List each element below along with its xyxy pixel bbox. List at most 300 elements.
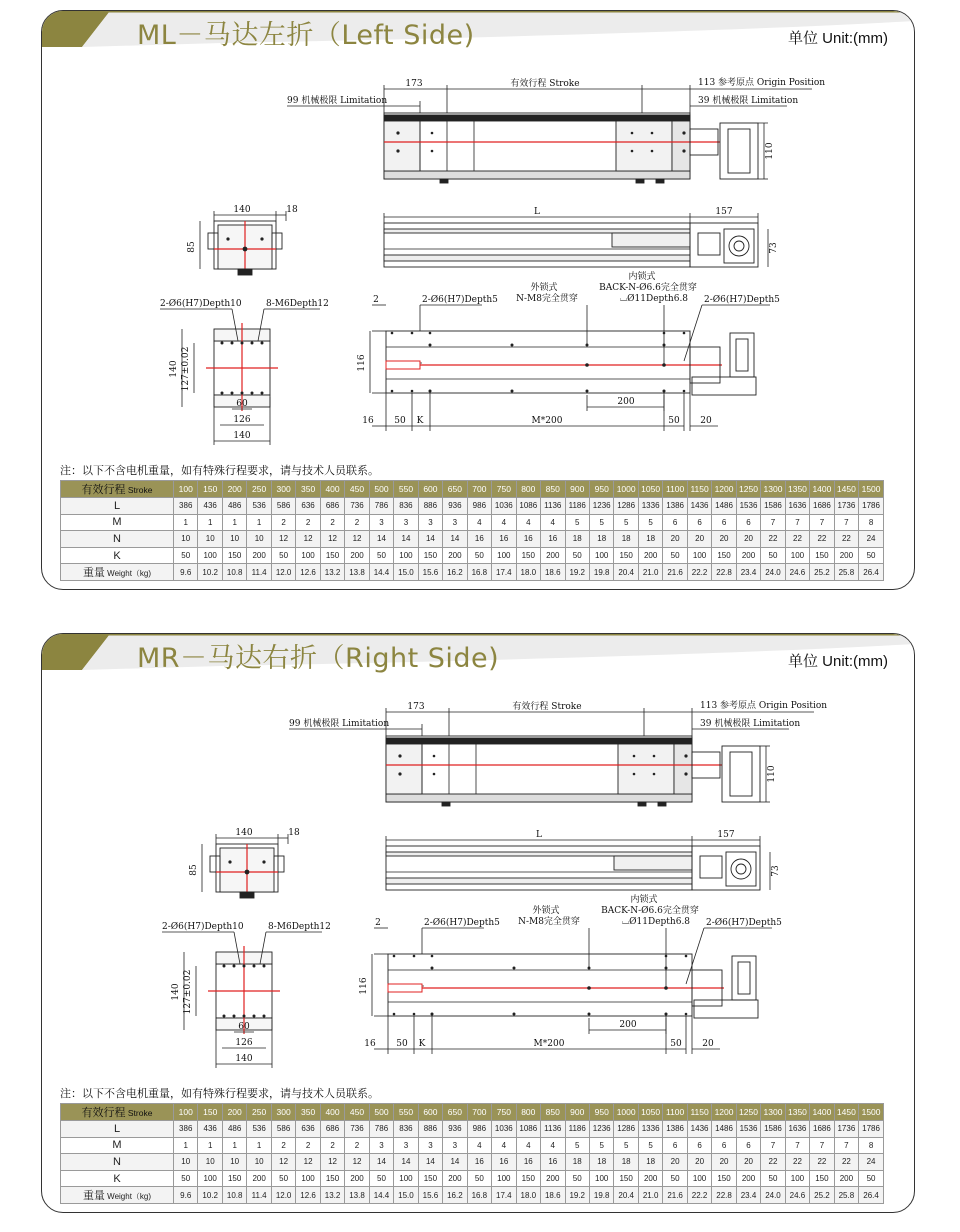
dimension-label: K [416, 416, 424, 426]
outline [388, 984, 422, 992]
table-cell: 2 [345, 1137, 369, 1154]
outline [738, 962, 750, 994]
dimension-label: 157 [717, 830, 735, 840]
table-cell: 1436 [687, 498, 711, 515]
table-cell: 5 [589, 1137, 613, 1154]
table-cell: 10.8 [222, 1187, 246, 1204]
stroke-cell: 1150 [687, 481, 711, 498]
table-cell: 6 [663, 514, 687, 531]
hole-mark [393, 955, 396, 958]
dimension-label: BACK-N-Ø6.6完全贯穿 [601, 906, 699, 916]
table-cell: 4 [516, 514, 540, 531]
hole-mark [651, 132, 654, 135]
stroke-cell: 550 [394, 481, 418, 498]
table-row [61, 547, 884, 564]
table-cell: 18.6 [541, 1187, 565, 1204]
panel-title: MR－马达右折（Right Side) [137, 643, 500, 674]
motor-flange [731, 859, 751, 879]
hole-mark [683, 332, 686, 335]
spec-table [60, 1103, 884, 1204]
dimension-label: 39 机械极限 Limitation [700, 719, 801, 729]
table-cell: 10 [247, 1154, 271, 1171]
table-cell: 1236 [589, 498, 613, 515]
table-cell: 14 [394, 1154, 418, 1171]
stroke-cell: 850 [541, 1104, 565, 1121]
table-cell: 50 [369, 547, 393, 564]
stroke-cell: 1450 [834, 1104, 858, 1121]
table-cell: 5 [589, 514, 613, 531]
hole-mark [411, 332, 414, 335]
end-view [187, 205, 298, 275]
outline [722, 746, 760, 802]
table-cell: 150 [516, 1170, 540, 1187]
table-cell: 536 [247, 498, 271, 515]
outline [726, 852, 756, 886]
table-cell: 1786 [859, 498, 884, 515]
table-cell: 23.4 [736, 1187, 760, 1204]
stroke-cell: 1450 [834, 481, 858, 498]
table-cell: 9.6 [174, 564, 198, 581]
table-cell: 14 [369, 1154, 393, 1171]
dimension-label: 73 [771, 865, 781, 877]
table-cell: 50 [859, 547, 884, 564]
table-cell: 436 [198, 1121, 222, 1138]
stroke-cell: 1300 [761, 1104, 785, 1121]
table-cell: 50 [565, 1170, 589, 1187]
table-cell: 836 [394, 1121, 418, 1138]
stroke-cell: 200 [222, 1104, 246, 1121]
table-cell: 486 [222, 1121, 246, 1138]
table-cell: 50 [761, 547, 785, 564]
table-cell: 10 [222, 1154, 246, 1171]
row-label: N [61, 1154, 174, 1171]
table-cell: 786 [369, 498, 393, 515]
stroke-cell: 1350 [785, 481, 809, 498]
dimension-label: 内锁式 [630, 895, 658, 905]
table-cell: 100 [394, 547, 418, 564]
hole-mark [429, 344, 432, 347]
table-cell: 50 [174, 1170, 198, 1187]
table-row [61, 1121, 884, 1138]
table-cell: 1 [247, 514, 271, 531]
motor-flange [729, 236, 749, 256]
stroke-cell: 1300 [761, 481, 785, 498]
stroke-cell: 650 [443, 481, 467, 498]
table-header-row [61, 481, 884, 498]
table-cell: 50 [271, 1170, 295, 1187]
table-cell: 586 [271, 498, 295, 515]
table-cell: 200 [736, 1170, 760, 1187]
outline [728, 129, 750, 173]
outline [724, 229, 754, 263]
table-cell: 1 [174, 514, 198, 531]
hole-mark [651, 150, 654, 153]
table-cell: 3 [443, 1137, 467, 1154]
dimension-label: 85 [187, 241, 197, 253]
table-cell: 1086 [516, 1121, 540, 1138]
dimension-label: 140 [233, 431, 251, 441]
table-cell: 18 [589, 1154, 613, 1171]
top-view [287, 76, 825, 183]
table-cell: 5 [614, 514, 638, 531]
table-cell: 22 [761, 1154, 785, 1171]
table-cell: 21.0 [638, 564, 662, 581]
table-cell: 17.4 [492, 564, 516, 581]
stroke-cell: 600 [418, 1104, 442, 1121]
hole-mark [223, 1015, 226, 1018]
table-cell: 886 [418, 498, 442, 515]
stroke-cell: 750 [492, 481, 516, 498]
stroke-cell: 350 [296, 481, 320, 498]
table-cell: 16 [467, 531, 491, 548]
outline [240, 892, 254, 898]
table-row [61, 1137, 884, 1154]
stroke-cell: 800 [516, 1104, 540, 1121]
outline [442, 802, 450, 806]
stroke-cell: 1150 [687, 1104, 711, 1121]
stroke-cell: 950 [589, 1104, 613, 1121]
outline [384, 121, 420, 171]
hole-mark [431, 967, 434, 970]
table-cell: 150 [418, 547, 442, 564]
hole-mark [685, 1013, 688, 1016]
table-cell: 100 [687, 547, 711, 564]
table-cell: 22 [810, 1154, 834, 1171]
row-label: N [61, 531, 174, 548]
table-cell: 10.2 [198, 564, 222, 581]
table-cell: 50 [467, 547, 491, 564]
table-header-row [61, 1104, 884, 1121]
hole-mark [513, 967, 516, 970]
outline [736, 339, 748, 371]
table-cell: 3 [394, 514, 418, 531]
outline [730, 333, 754, 377]
table-cell: 3 [418, 514, 442, 531]
table-cell: 1186 [565, 498, 589, 515]
table-cell: 1036 [492, 498, 516, 515]
table-cell: 1 [198, 514, 222, 531]
stroke-cell: 700 [467, 481, 491, 498]
table-cell: 150 [222, 1170, 246, 1187]
dimension-label: 20 [700, 416, 712, 426]
outline [274, 856, 284, 872]
hole-mark [653, 755, 656, 758]
unit-label: 单位 Unit:(mm) [788, 653, 888, 670]
table-cell: 8 [859, 1137, 884, 1154]
stroke-cell: 950 [589, 481, 613, 498]
dimension-label: 39 机械极限 Limitation [698, 96, 799, 106]
stroke-cell: 400 [320, 481, 344, 498]
table-cell: 6 [712, 1137, 736, 1154]
table-cell: 20.4 [614, 1187, 638, 1204]
outline [694, 1000, 758, 1018]
dimension-label: N-M8完全贯穿 [516, 294, 578, 304]
hole-mark [245, 870, 250, 875]
table-cell: 100 [785, 1170, 809, 1187]
table-cell: 100 [296, 1170, 320, 1187]
dimension-label: 113 参考原点 Origin Position [700, 701, 828, 711]
table-cell: 1086 [516, 498, 540, 515]
hole-mark [413, 1013, 416, 1016]
table-cell: 2 [320, 1137, 344, 1154]
table-cell: 200 [834, 547, 858, 564]
table-cell: 1486 [712, 1121, 736, 1138]
table-cell: 10 [247, 531, 271, 548]
outline [384, 115, 690, 121]
dimension-label: 2-Ø6(H7)Depth5 [424, 918, 500, 928]
table-cell: 536 [247, 1121, 271, 1138]
table-cell: 5 [614, 1137, 638, 1154]
stroke-cell: 650 [443, 1104, 467, 1121]
hole-mark [262, 860, 265, 863]
stroke-cell: 1050 [638, 481, 662, 498]
table-cell: 18 [614, 531, 638, 548]
table-cell: 12.6 [296, 564, 320, 581]
stroke-cell: 1400 [810, 1104, 834, 1121]
stroke-cell: 600 [418, 481, 442, 498]
hole-mark [398, 772, 401, 775]
stroke-cell: 1000 [614, 1104, 638, 1121]
hole-mark [261, 342, 264, 345]
table-cell: 22 [785, 1154, 809, 1171]
table-cell: 12 [320, 531, 344, 548]
stroke-cell: 100 [174, 481, 198, 498]
table-cell: 24.0 [761, 564, 785, 581]
table-cell: 3 [369, 514, 393, 531]
dimension-label: L [536, 830, 542, 840]
table-cell: 200 [736, 547, 760, 564]
hole-mark [396, 149, 399, 152]
outline [616, 121, 672, 171]
table-cell: 100 [198, 1170, 222, 1187]
hole-mark [631, 132, 634, 135]
stroke-cell: 700 [467, 1104, 491, 1121]
table-cell: 2 [296, 1137, 320, 1154]
table-cell: 150 [810, 547, 834, 564]
outline [384, 171, 690, 179]
table-cell: 200 [247, 1170, 271, 1187]
table-cell: 20 [736, 1154, 760, 1171]
table-cell: 436 [198, 498, 222, 515]
table-row [61, 564, 884, 581]
table-cell: 150 [810, 1170, 834, 1187]
line [686, 928, 704, 984]
hole-mark [587, 986, 591, 990]
dimension-label: 50 [668, 416, 680, 426]
side-view [384, 207, 779, 267]
table-cell: 13.8 [345, 564, 369, 581]
table-cell: 1686 [810, 1121, 834, 1138]
table-cell: 200 [345, 1170, 369, 1187]
stroke-cell: 450 [345, 1104, 369, 1121]
hole-mark [586, 390, 589, 393]
table-cell: 20 [712, 531, 736, 548]
spec-panel-left [41, 10, 915, 590]
hole-mark [511, 344, 514, 347]
table-row [61, 531, 884, 548]
table-cell: 386 [174, 1121, 198, 1138]
dimension-label: 18 [286, 205, 298, 215]
dimension-label: ⌴Ø11Depth6.8 [619, 294, 689, 304]
hole-mark [263, 1015, 266, 1018]
table-cell: 4 [541, 514, 565, 531]
table-cell: 15.6 [418, 1187, 442, 1204]
table-cell: 10 [174, 1154, 198, 1171]
table-cell: 486 [222, 498, 246, 515]
stroke-cell: 300 [271, 481, 295, 498]
stroke-cell: 500 [369, 481, 393, 498]
stroke-cell: 1050 [638, 1104, 662, 1121]
table-cell: 7 [785, 514, 809, 531]
dimension-label: L [534, 207, 540, 217]
table-cell: 150 [418, 1170, 442, 1187]
hole-mark [231, 392, 234, 395]
table-cell: 1 [174, 1137, 198, 1154]
table-cell: 1586 [761, 498, 785, 515]
outline [618, 744, 674, 794]
table-cell: 20 [687, 531, 711, 548]
table-cell: 7 [834, 1137, 858, 1154]
dimension-label: 20 [702, 1039, 714, 1049]
table-cell: 15.0 [394, 564, 418, 581]
table-cell: 12 [345, 531, 369, 548]
table-cell: 100 [394, 1170, 418, 1187]
hole-mark [431, 955, 434, 958]
table-cell: 18.6 [541, 564, 565, 581]
dimension-label: 有效行程 Stroke [512, 702, 582, 712]
table-cell: 150 [712, 1170, 736, 1187]
table-cell: 16.2 [443, 1187, 467, 1204]
dimension-label: 99 机械极限 Limitation [287, 96, 388, 106]
dimension-label: 内锁式 [628, 272, 656, 282]
table-cell: 18 [565, 531, 589, 548]
hole-mark [391, 332, 394, 335]
table-cell: 20 [712, 1154, 736, 1171]
table-cell: 50 [174, 547, 198, 564]
table-cell: 19.2 [565, 564, 589, 581]
hole-mark [431, 150, 434, 153]
table-cell: 22.8 [712, 564, 736, 581]
outline [614, 856, 692, 870]
table-cell: 150 [712, 547, 736, 564]
table-cell: 150 [516, 547, 540, 564]
stroke-cell: 1350 [785, 1104, 809, 1121]
hole-mark [588, 1013, 591, 1016]
table-cell: 10.2 [198, 1187, 222, 1204]
outline [672, 121, 690, 171]
table-cell: 12 [271, 531, 295, 548]
table-row [61, 498, 884, 515]
table-cell: 15.0 [394, 1187, 418, 1204]
table-cell: 100 [296, 547, 320, 564]
hole-mark [433, 755, 436, 758]
hole-mark [391, 390, 394, 393]
table-cell: 18.0 [516, 564, 540, 581]
bottom-view [357, 270, 780, 431]
stroke-header: 有效行程 Stroke [61, 1104, 174, 1121]
outline [730, 752, 752, 796]
table-cell: 25.2 [810, 564, 834, 581]
table-cell: 50 [271, 547, 295, 564]
table-cell: 16 [467, 1154, 491, 1171]
table-cell: 14 [443, 1154, 467, 1171]
table-cell: 20 [736, 531, 760, 548]
table-cell: 1786 [859, 1121, 884, 1138]
table-cell: 22 [834, 1154, 858, 1171]
outline [720, 123, 758, 179]
table-note: 注：以下不含电机重量，如有特殊行程要求，请与技术人员联系。 [60, 1088, 379, 1100]
table-cell: 14.4 [369, 564, 393, 581]
table-cell: 986 [467, 1121, 491, 1138]
table-cell: 150 [320, 1170, 344, 1187]
bottom-view [359, 893, 782, 1054]
dimension-label: 99 机械极限 Limitation [289, 719, 390, 729]
dimension-label: 116 [357, 354, 367, 372]
dimension-label: 173 [407, 702, 425, 712]
table-cell: 22.8 [712, 1187, 736, 1204]
table-cell: 19.8 [589, 1187, 613, 1204]
table-cell: 200 [443, 1170, 467, 1187]
table-cell: 100 [687, 1170, 711, 1187]
stroke-cell: 1200 [712, 1104, 736, 1121]
table-cell: 786 [369, 1121, 393, 1138]
hole-mark [260, 237, 263, 240]
hole-mark [682, 149, 685, 152]
stroke-cell: 850 [541, 481, 565, 498]
dimension-label: 50 [670, 1039, 682, 1049]
dimension-label: 8-M6Depth12 [268, 922, 331, 932]
table-cell: 1636 [785, 498, 809, 515]
dimension-label: K [418, 1039, 426, 1049]
dimension-label: 8-M6Depth12 [266, 299, 329, 309]
hole-mark [411, 390, 414, 393]
table-cell: 20.4 [614, 564, 638, 581]
dimension-label: 140 [169, 360, 179, 378]
outline [208, 233, 218, 249]
table-cell: 4 [467, 514, 491, 531]
table-cell: 24 [859, 1154, 884, 1171]
outline [700, 856, 722, 878]
table-cell: 100 [492, 1170, 516, 1187]
table-cell: 16 [492, 531, 516, 548]
outline [658, 802, 666, 806]
table-cell: 18.0 [516, 1187, 540, 1204]
dimension-label: 50 [396, 1039, 408, 1049]
table-cell: 1436 [687, 1121, 711, 1138]
dimension-drawing [42, 684, 914, 1084]
hole-mark [665, 1013, 668, 1016]
table-cell: 14.4 [369, 1187, 393, 1204]
table-cell: 14 [443, 531, 467, 548]
table-cell: 3 [369, 1137, 393, 1154]
table-cell: 9.6 [174, 1187, 198, 1204]
table-cell: 1 [222, 514, 246, 531]
table-cell: 3 [443, 514, 467, 531]
table-cell: 10 [198, 1154, 222, 1171]
table-cell: 1336 [638, 498, 662, 515]
hole-mark [431, 1013, 434, 1016]
dimension-label: 外锁式 [530, 283, 558, 293]
dimension-label: 85 [189, 864, 199, 876]
hole-mark [223, 965, 226, 968]
table-cell: 5 [638, 514, 662, 531]
table-cell: 1186 [565, 1121, 589, 1138]
table-cell: 11.4 [247, 1187, 271, 1204]
hole-mark [243, 965, 246, 968]
table-cell: 1136 [541, 1121, 565, 1138]
table-cell: 200 [541, 547, 565, 564]
table-cell: 10 [174, 531, 198, 548]
